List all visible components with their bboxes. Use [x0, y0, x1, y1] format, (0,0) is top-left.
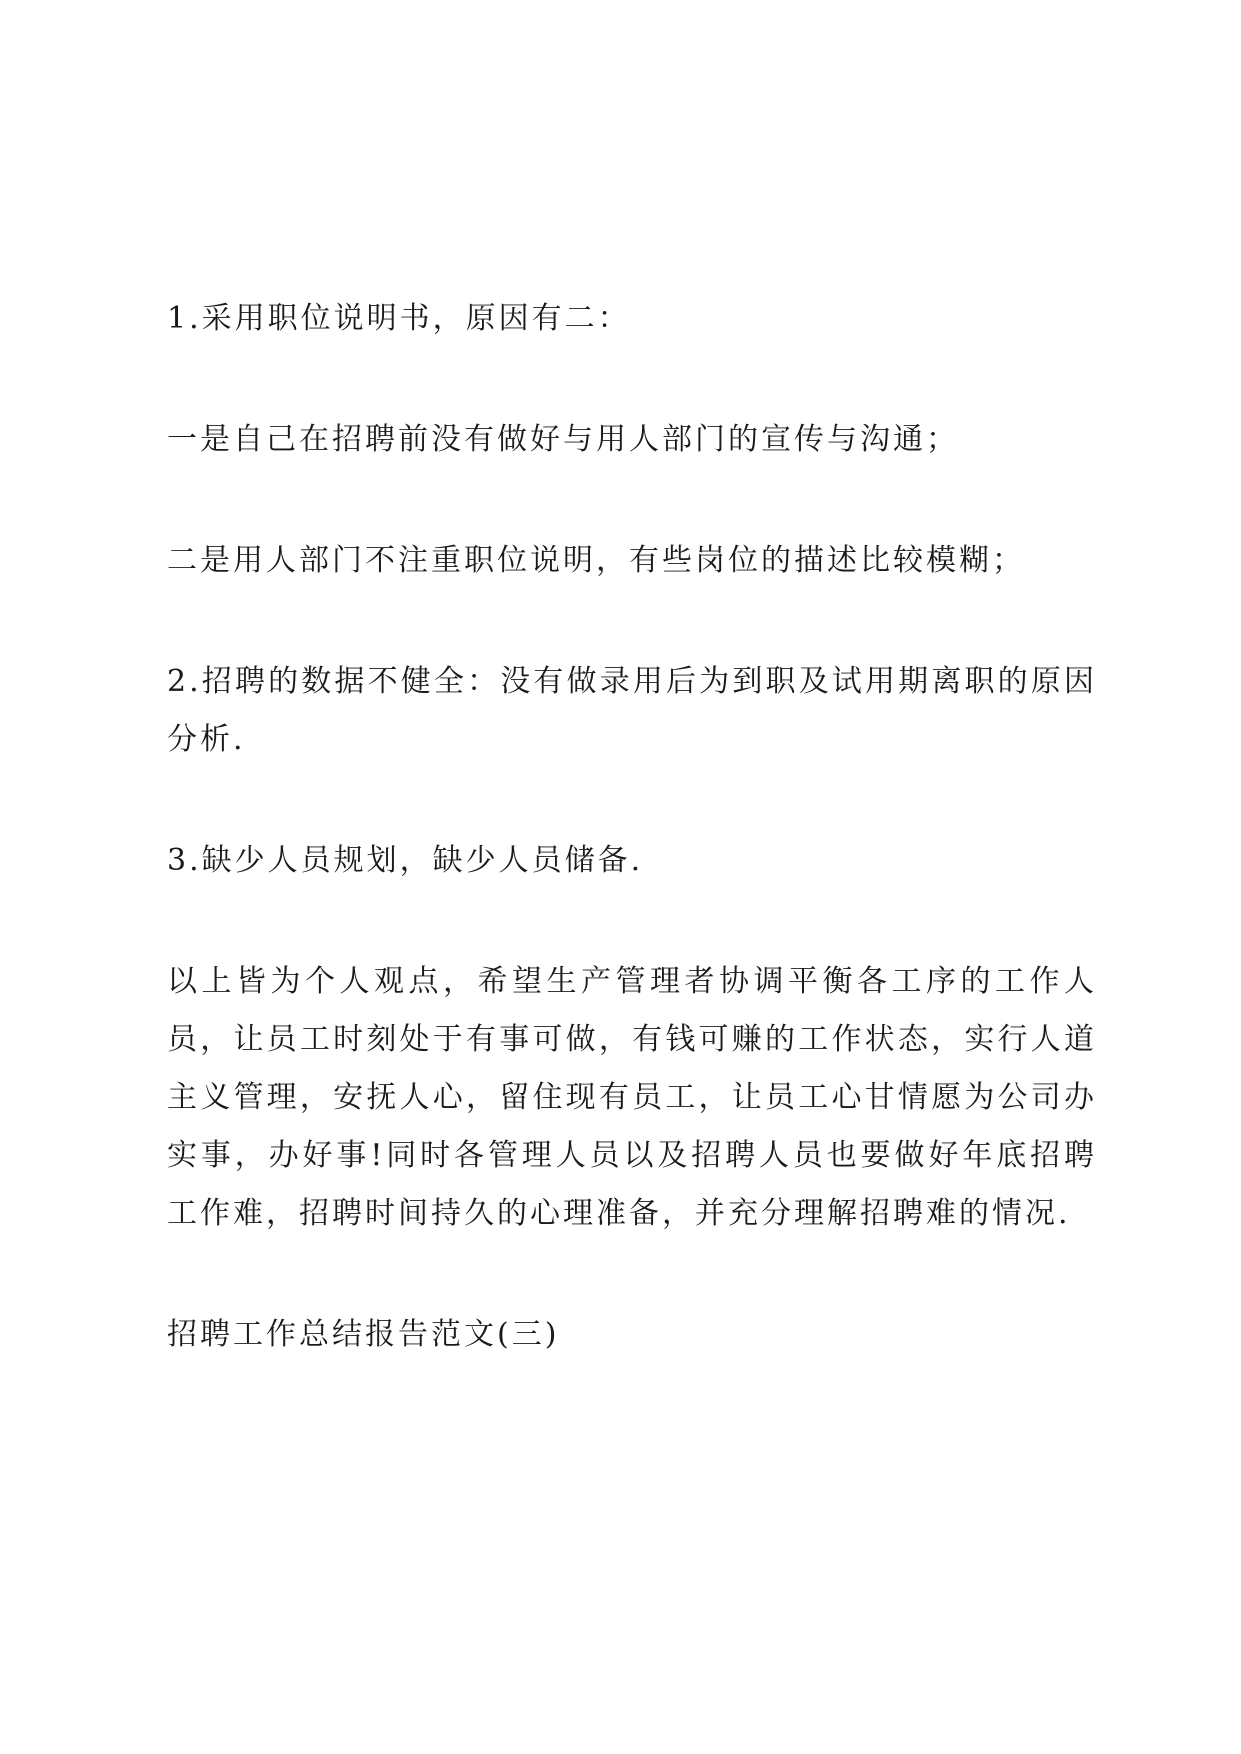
paragraph-staff-planning: 3.缺少人员规划，缺少人员储备. [167, 843, 644, 878]
paragraph-reason-one: 一是自己在招聘前没有做好与用人部门的宣传与沟通； [167, 422, 959, 457]
paragraph-job-description: 1.采用职位说明书，原因有二： [167, 301, 631, 336]
paragraph-recruitment-data: 2.招聘的数据不健全：没有做录用后为到职及试用期离职的原因分析. [167, 664, 1097, 757]
paragraph-reason-two: 二是用人部门不注重职位说明，有些岗位的描述比较模糊； [167, 543, 1025, 578]
section-heading-sample-three: 招聘工作总结报告范文(三) [167, 1317, 560, 1352]
document-body [167, 290, 1097, 1427]
paragraph-personal-opinion: 以上皆为个人观点，希望生产管理者协调平衡各工序的工作人员，让员工时刻处于有事可做，有钱可赚的工作状态，实行人道主义管理，安抚人心，留住现有员工，让员工心甘情愿为公司办实事，办好事!同时各管理人员以及招聘人员也要做好年底招聘工作难，招聘时间持久的心理准备，并充分理解招聘难的情况. [167, 964, 1097, 1231]
